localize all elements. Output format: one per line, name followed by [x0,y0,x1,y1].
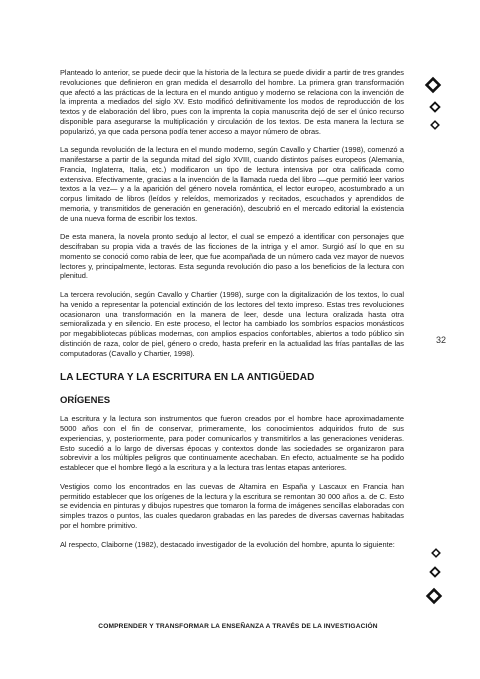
diamond-ornament-icon [428,565,442,579]
paragraph-1: Planteado lo anterior, se puede decir que la historia de la lectura se puede dividir a partir de tres grandes revoluciones que definieron en gran medida el desarrollo del hombre. La primera gran transformación que afectó a las prácticas de la lectura en el mundo antiguo y moderno se relaciona con la invención de la imprenta a mediados del siglo XV. Esto modificó definitivamente los modos de reproducción de los textos y de elaboración del libro, pues con la imprenta la copia manuscrita dejó de ser el único recurso disponible para asegurarse la multiplicación y circulación de los textos. De esta manera la lectura se popularizó, ya que cada persona podía tener acceso a mayor número de obras. [60,68,404,136]
diamond-ornament-icon [424,586,444,606]
paragraph-6: Vestigios como los encontrados en las cuevas de Altamira en España y Lascaux en Francia han permitido establecer que los orígenes de la lectura y la escritura se remontan 30 000 años a. de C. Esto se evidencia en pinturas y dibujos rupestres que tomaron la forma de imágenes sencillas elaboradas con simples trazos o puntos, las cuales quedaron grabadas en las paredes de diversas cavernas habitadas por el hombre primitivo. [60,481,404,530]
diamond-ornament-icon [430,547,442,559]
page-number: 32 [436,335,447,345]
paragraph-7: Al respecto, Claiborne (1982), destacado investigador de la evolución del hombre, apunta lo siguiente: [60,539,395,549]
main-text-column [60,68,404,558]
diamond-ornament-icon [429,119,441,131]
diamond-ornament-icon [423,75,443,95]
running-footer: COMPRENDER Y TRANSFORMAR LA ENSEÑANZA A TRAVÉS DE LA INVESTIGACIÓN [98,623,378,630]
paragraph-4: La tercera revolución, según Cavallo y Chartier (1998), surge con la digitalización de los textos, lo cual ha venido a representar la potencial extinción de los lectores del texto impreso. Estas tres revoluciones ocasionaron una transformación en la manera de leer, desde una lectura oralizada hasta otra semioralizada y en silencio. En este proceso, el lector ha cambiado los sombríos espacios monásticos por megabibliotecas públicas modernas, con amplios espacios confortables, abiertos a todo público sin distinción de raza, color de piel, género o credo, hasta preferir en la actualidad las frías pantallas de las computadoras (Cavallo y Chartier, 1998). [60,290,404,358]
section-heading: LA LECTURA Y LA ESCRITURA EN LA ANTIGÜEDAD [60,372,315,384]
diamond-ornament-icon [428,100,442,114]
subheading: ORÍGENES [60,395,111,407]
paragraph-2: La segunda revolución de la lectura en el mundo moderno, según Cavallo y Chartier (1998), comenzó a manifestarse a partir de la segunda mitad del siglo XVIII, cuando distintos países europeos (Alemania, Francia, Inglaterra, Italia, etc.) modificaron un tipo de lectura intensiva por otra calificada como extensiva. Efectivamente, gracias a la invención de la llamada rueda del libro —que permitió leer varios textos a la vez— y a la aparición del género novela romántica, el lector europeo, acostumbrado a un corpus limitado de libros (leídos y releídos, memorizados y recitados, escuchados y aprendidos de memoria, y transmitidos de generación en generación), descubrió en el mercado editorial la existencia de una nueva forma de escribir los textos. [60,145,404,223]
paragraph-5: La escritura y la lectura son instrumentos que fueron creados por el hombre hace aproximadamente 5000 años con el fin de conservar, primeramente, los conocimientos adquiridos fruto de sus experiencias, y, posteriormente, para poder comunicarlos y transmitirlos a las generaciones venideras. Esto sucedió a lo largo de diversas épocas y contextos donde las sociedades se organizaron para sobrevivir a los múltiples peligros que continuamente acechaban. En efecto, actualmente se ha podido establecer que el hombre llegó a la escritura y a la lectura tras lentas etapas anteriores. [60,414,404,472]
paragraph-3: De esta manera, la novela pronto sedujo al lector, el cual se empezó a identificar con personajes que descifraban su propia vida a través de las ficciones de la intriga y el amor. Surgió así lo que en su momento se conoció como rabia de leer, que fue acompañada de un número cada vez mayor de nuevos lectores y, principalmente, lectoras. Esta segunda revolución dio paso a los beneficios de la lectura con plenitud. [60,232,404,281]
